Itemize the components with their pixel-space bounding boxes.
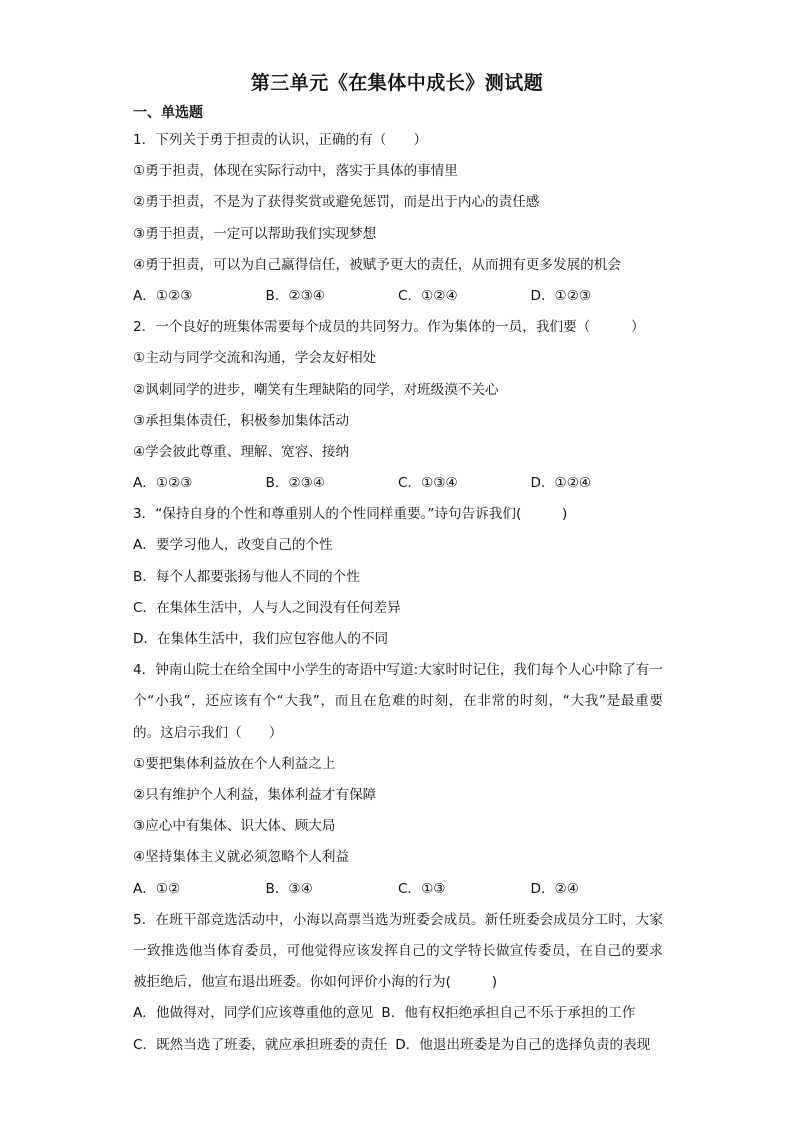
option-c: C．①③④ [398,475,458,492]
statement-item: ③承担集体责任，积极参加集体活动 [133,412,350,429]
statement-item: ②勇于担责，不是为了获得奖赏或避免惩罚，而是出于内心的责任感 [133,194,540,211]
option-a: A．要学习他人，改变自己的个性 [133,537,333,554]
statement-item: ②只有维护个人利益，集体利益才有保障 [133,786,377,803]
question-4 [133,655,663,905]
option-b: B．②③④ [265,287,325,304]
section-heading: 一、单选题 [133,105,203,121]
option-c: C．在集体生活中，人与人之间没有任何差异 [133,599,401,616]
option-d: D．他退出班委是为自己的选择负责的表现 [395,1036,651,1053]
option-c: C．既然当选了班委，就应承担班委的责任 [133,1036,388,1053]
question-stem: 1．下列关于勇于担责的认识，正确的有（ ） [133,132,428,148]
answer-options-row-2 [133,1030,663,1061]
statement-item: ④勇于担责，可以为自己赢得信任，被赋予更大的责任，从而拥有更多发展的机会 [133,256,621,273]
answer-options-row-1 [133,998,663,1029]
option-b: B．②③④ [265,475,325,492]
option-a: A．①② [133,880,181,897]
statement-item: ③勇于担责，一定可以帮助我们实现梦想 [133,225,377,242]
question-stem: 5．在班干部竞选活动中，小海以高票当选为班委会成员。新任班委会成员分工时，大家一致推选他当体育委员，可他觉得应该发挥自己的文学特长做宣传委员，在自己的要求被拒绝后，他宣布退出班委。你如何评价小海的行为( ) [133,911,663,991]
question-stem: 4．钟南山院士在给全国中小学生的寄语中写道:大家时时记住，我们每个人心中除了有一个“小我”，还应该有个“大我”，而且在危难的时刻，在非常的时刻，“大我”是最重要的。这启示我们（ ） [133,662,663,741]
question-list [133,125,663,1061]
option-a: A．①②③ [133,287,193,304]
statement-item: ④坚持集体主义就必须忽略个人利益 [133,849,350,866]
option-a: A．他做得对，同学们应该尊重他的意见 [133,1005,374,1022]
question-1 [133,125,663,312]
option-d: D．②④ [530,880,579,897]
statement-item: ②讽刺同学的进步，嘲笑有生理缺陷的同学，对班级漠不关心 [133,381,499,398]
option-b: B．他有权拒绝承担自己不乐于承担的工作 [381,1005,636,1022]
option-b: B．每个人都要张扬与他人不同的个性 [133,568,360,585]
answer-options [133,281,663,312]
option-d: D．①②④ [530,475,592,492]
question-stem: 2．一个良好的班集体需要每个成员的共同努力。作为集体的一员，我们要（ ） [133,319,645,336]
option-d: D．①②③ [530,287,592,304]
question-5 [133,905,663,1061]
question-stem: 3．“保持自身的个性和尊重别人的个性同样重要。”诗句告诉我们( ) [133,506,568,523]
option-c: C．①③ [398,880,446,897]
answer-options [133,468,663,499]
statement-item: ④学会彼此尊重、理解、宽容、接纳 [133,443,350,460]
question-2 [133,312,663,499]
statement-item: ①要把集体利益放在个人利益之上 [133,755,336,772]
question-3 [133,499,663,655]
option-c: C．①②④ [398,287,458,304]
page-title: 第三单元《在集体中成长》测试题 [250,72,544,94]
statement-item: ③应心中有集体、识大体、顾大局 [133,818,336,835]
option-a: A．①②③ [133,475,193,492]
statement-item: ①主动与同学交流和沟通，学会友好相处 [133,350,377,367]
statement-item: ①勇于担责，体现在实际行动中，落实于具体的事情里 [133,163,458,180]
option-d: D．在集体生活中，我们应包容他人的不同 [133,631,389,647]
option-b: B．③④ [265,880,313,897]
answer-options [133,874,663,905]
